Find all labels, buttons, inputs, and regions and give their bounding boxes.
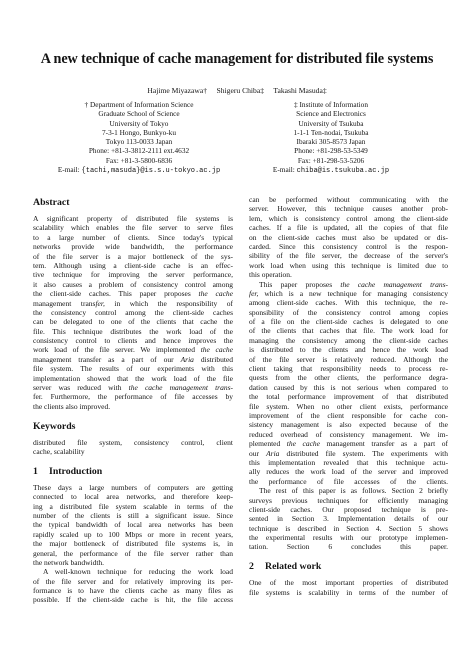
text-line: of the clients that caches that file. The work load for — [249, 326, 448, 336]
section-spacer — [249, 552, 448, 561]
paragraph — [249, 578, 448, 597]
section-spacer — [33, 456, 233, 465]
text-line: plemented the cache management transfer as a part of — [249, 439, 448, 449]
right-column — [249, 195, 448, 597]
text-line: A significant property of distributed file systems is — [33, 214, 233, 223]
section-number: 2 — [249, 561, 254, 573]
section-title: Introduction — [49, 465, 103, 477]
author-1: Hajime Miyazawa† — [147, 86, 208, 95]
email-address[interactable]: chiba@is.tsukuba.ac.jp — [296, 167, 390, 176]
text-line: This paper proposes the cache management trans- — [259, 279, 448, 289]
affiliation-tokyo — [57, 100, 221, 176]
text-line: is distributed to the clients and hence the work load — [249, 345, 448, 355]
affiliation-line: Fax: +81-3-5800-6836 — [105, 155, 173, 165]
affiliation-line: Tokyo 113-0033 Japan — [105, 137, 173, 147]
section-title: Abstract — [33, 197, 70, 208]
section-spacer — [33, 411, 233, 420]
paper-title: A new technique of cache management for distributed file systems — [40, 51, 434, 67]
section-title: Keywords — [33, 420, 76, 432]
affiliation-line: University of Tsukuba — [298, 118, 364, 128]
text-line: sented in Section 3. Implementation details of our — [249, 514, 448, 524]
text-line: server was reduced with the cache management trans- — [33, 383, 233, 393]
paragraph — [33, 438, 233, 457]
paragraph — [33, 483, 233, 568]
text-line: our Aria distributed file system. The experiments with — [249, 448, 449, 458]
section-heading — [33, 466, 233, 478]
text-line: ing a distributed file system scalable in terms of the — [33, 501, 233, 511]
text-line: on the client-side caches must also be updated or dis- — [249, 232, 448, 242]
affiliation-line: 1-1-1 Ten-nodai, Tsukuba — [293, 127, 369, 137]
affiliation-email — [251, 165, 411, 174]
affiliation-tsukuba — [272, 100, 390, 176]
author-2: Shigeru Chiba‡ — [216, 86, 265, 95]
section-heading — [33, 421, 233, 433]
text-line: work load of the file server. We implemented the cache — [33, 345, 234, 355]
affiliation-line: 7-3-1 Hongo, Bunkyo-ku — [102, 127, 176, 137]
paragraph — [33, 214, 233, 411]
text-line: reduced overhead of consistency management. We im- — [249, 429, 448, 439]
text-line: improvement of the client responsible for cache con- — [249, 410, 448, 420]
text-line: this operation. — [249, 270, 292, 280]
text-line: management transfer, in which the responsibility of — [33, 298, 233, 308]
text-line: client-side caches. Our proposed technique is pre- — [249, 504, 448, 514]
text-line: possible. If the client-side cache is hit, the file access — [33, 595, 233, 605]
text-line: A well-known technique for reducing the work load — [43, 567, 233, 577]
text-line: networks provide wide bandwidth, the performance — [33, 242, 233, 252]
text-line: can be delegated to one of the clients that cache the — [33, 317, 233, 327]
text-line: the performance of file accesses of the clients. — [249, 476, 448, 486]
text-line: sibility of the file server, the decrease of the server's — [249, 251, 448, 261]
text-line: of a file on the client-side caches is delegated to one — [249, 317, 448, 327]
text-line: connected to local area networks, and therefore keep- — [33, 492, 233, 502]
email-label: E-mail: — [272, 165, 297, 175]
section-title: Related work — [265, 561, 322, 573]
text-line: tem. Although using a client-side cache is an effec- — [33, 260, 233, 270]
text-line: the network bandwidth. — [33, 557, 105, 567]
text-line: fer, which is a new technique for managing consistency — [249, 288, 448, 298]
affiliation-line: Graduate School of Science — [98, 109, 180, 119]
author-3: Takashi Masuda‡ — [273, 86, 327, 95]
text-line: this implementation revealed that this technique actu- — [249, 457, 448, 467]
email-label: E-mail: — [57, 165, 82, 175]
text-line: client taking that responsibility needs to process re- — [249, 364, 448, 374]
text-line: general, the performance of the file server rather than — [33, 548, 233, 558]
text-line: of the file server and for relatively improving its per- — [33, 576, 233, 586]
left-column — [33, 197, 233, 605]
author-list — [0, 86, 474, 95]
affiliation-line: Science and Electronics — [296, 109, 366, 119]
affiliation-line: Fax: +81-298-53-5206 — [297, 155, 365, 165]
email-address[interactable]: {tachi,masuda}@is.s.u-tokyo.ac.jp — [81, 167, 221, 176]
text-line: server. However, this technique causes another prob- — [249, 204, 448, 214]
text-line: of the file server is a major bottleneck of the sys- — [33, 251, 233, 261]
text-line: consistency control to clients and hence improves the — [33, 336, 233, 346]
text-line: technique is described in Section 4. Section 5 shows — [249, 523, 448, 533]
text-line: These days a large numbers of computers are getting — [33, 482, 233, 492]
text-line: it also causes a problem of consistency control among — [33, 279, 233, 289]
text-line: can be performed without communicating with the — [249, 195, 448, 204]
paragraph — [249, 486, 448, 552]
text-line: to a large number of clients. Since today's typical — [33, 232, 233, 242]
affiliation-line: Phone: +81-298-53-5349 — [294, 146, 368, 156]
affiliation-line: Ibaraki 305-8573 Japan — [296, 137, 366, 147]
text-line: distributed file system, consistency control, client — [33, 437, 233, 447]
text-line: sistency management is also expected because of the — [249, 420, 448, 430]
text-line: carded. Since this consistency control is the respon- — [249, 241, 448, 251]
text-line: tive technique for improving the server performance, — [33, 270, 233, 280]
paragraph — [33, 567, 233, 605]
text-line: file. This technique distributes the work load of the — [33, 326, 233, 336]
text-line: dation caused by this is not serious when compared to — [249, 382, 448, 392]
text-line: management transfer as a part of our Aria distributed — [33, 354, 233, 364]
text-line: file systems is scalability in terms of the number of — [249, 587, 448, 597]
text-line: managing the consistency among the client-side caches — [249, 335, 448, 345]
text-line: the consistency control among the client-side caches — [33, 307, 233, 317]
text-line: sponsibility of the consistency control among copies — [249, 307, 448, 317]
text-line: file system. The results of our experiments with this — [33, 364, 233, 374]
text-line: of the file server is relatively reduced. Although the — [249, 354, 448, 364]
text-line: quests from the other clients, the performance degra- — [249, 373, 448, 383]
text-line: the major bottleneck of distributed file systems is, in — [33, 539, 233, 549]
text-line: caches. If a file is updated, all the copies of that file — [249, 223, 448, 233]
affiliation-line: † Department of Information Science — [84, 100, 194, 109]
affiliation-line: ‡ Institute of Information — [294, 100, 368, 109]
text-line: among client-side caches. With this technique, the re- — [249, 298, 448, 308]
text-line: The rest of this paper is as follows. Section 2 briefly — [259, 486, 448, 496]
text-line: surveys previous techniques for efficiently managing — [249, 495, 448, 505]
paragraph — [249, 280, 448, 487]
text-line: rapidly scaled up to 100 Mbps or more in recent years, — [33, 529, 233, 539]
affiliation-line: Phone: +81-3-3812-2111 ext.4632 — [88, 146, 190, 156]
text-line: the experimental results with our prototype implemen- — [249, 533, 448, 543]
text-line: fer. Furthermore, the performance of file accesses by — [33, 392, 233, 402]
text-line: number of the clients is still a significant issue. Since — [33, 510, 233, 520]
text-line: lem, which is consistency control among the client-side — [249, 213, 448, 223]
text-line: the clients also improved. — [33, 401, 111, 411]
text-line: scalability which enables the file server to serve files — [33, 223, 233, 233]
section-heading — [33, 197, 233, 209]
section-heading — [249, 561, 448, 573]
section-number: 1 — [33, 465, 38, 477]
text-line: formance is to have the clients cache as many files as — [33, 586, 233, 596]
text-line: One of the most important properties of distributed — [249, 578, 448, 588]
paragraph — [249, 195, 448, 280]
affiliation-email — [34, 165, 244, 174]
text-line: work load when using this technique is limited due to — [249, 260, 448, 270]
text-line: tation. Section 6 concludes this paper. — [249, 542, 448, 552]
affiliation-line: University of Tokyo — [109, 118, 169, 128]
text-line: cache, scalability — [33, 446, 85, 456]
text-line: implementation showed that the work load of the file — [33, 373, 233, 383]
text-line: file system. When no other client exists, performance — [249, 401, 448, 411]
text-line: the client-side caches. This paper proposes the cache — [33, 289, 233, 299]
text-line: the total performance improvement of that distributed — [249, 392, 448, 402]
text-line: the typical bandwidth of local area networks has been — [33, 520, 233, 530]
text-line: ally reduces the work load of the server and improved — [249, 467, 448, 477]
